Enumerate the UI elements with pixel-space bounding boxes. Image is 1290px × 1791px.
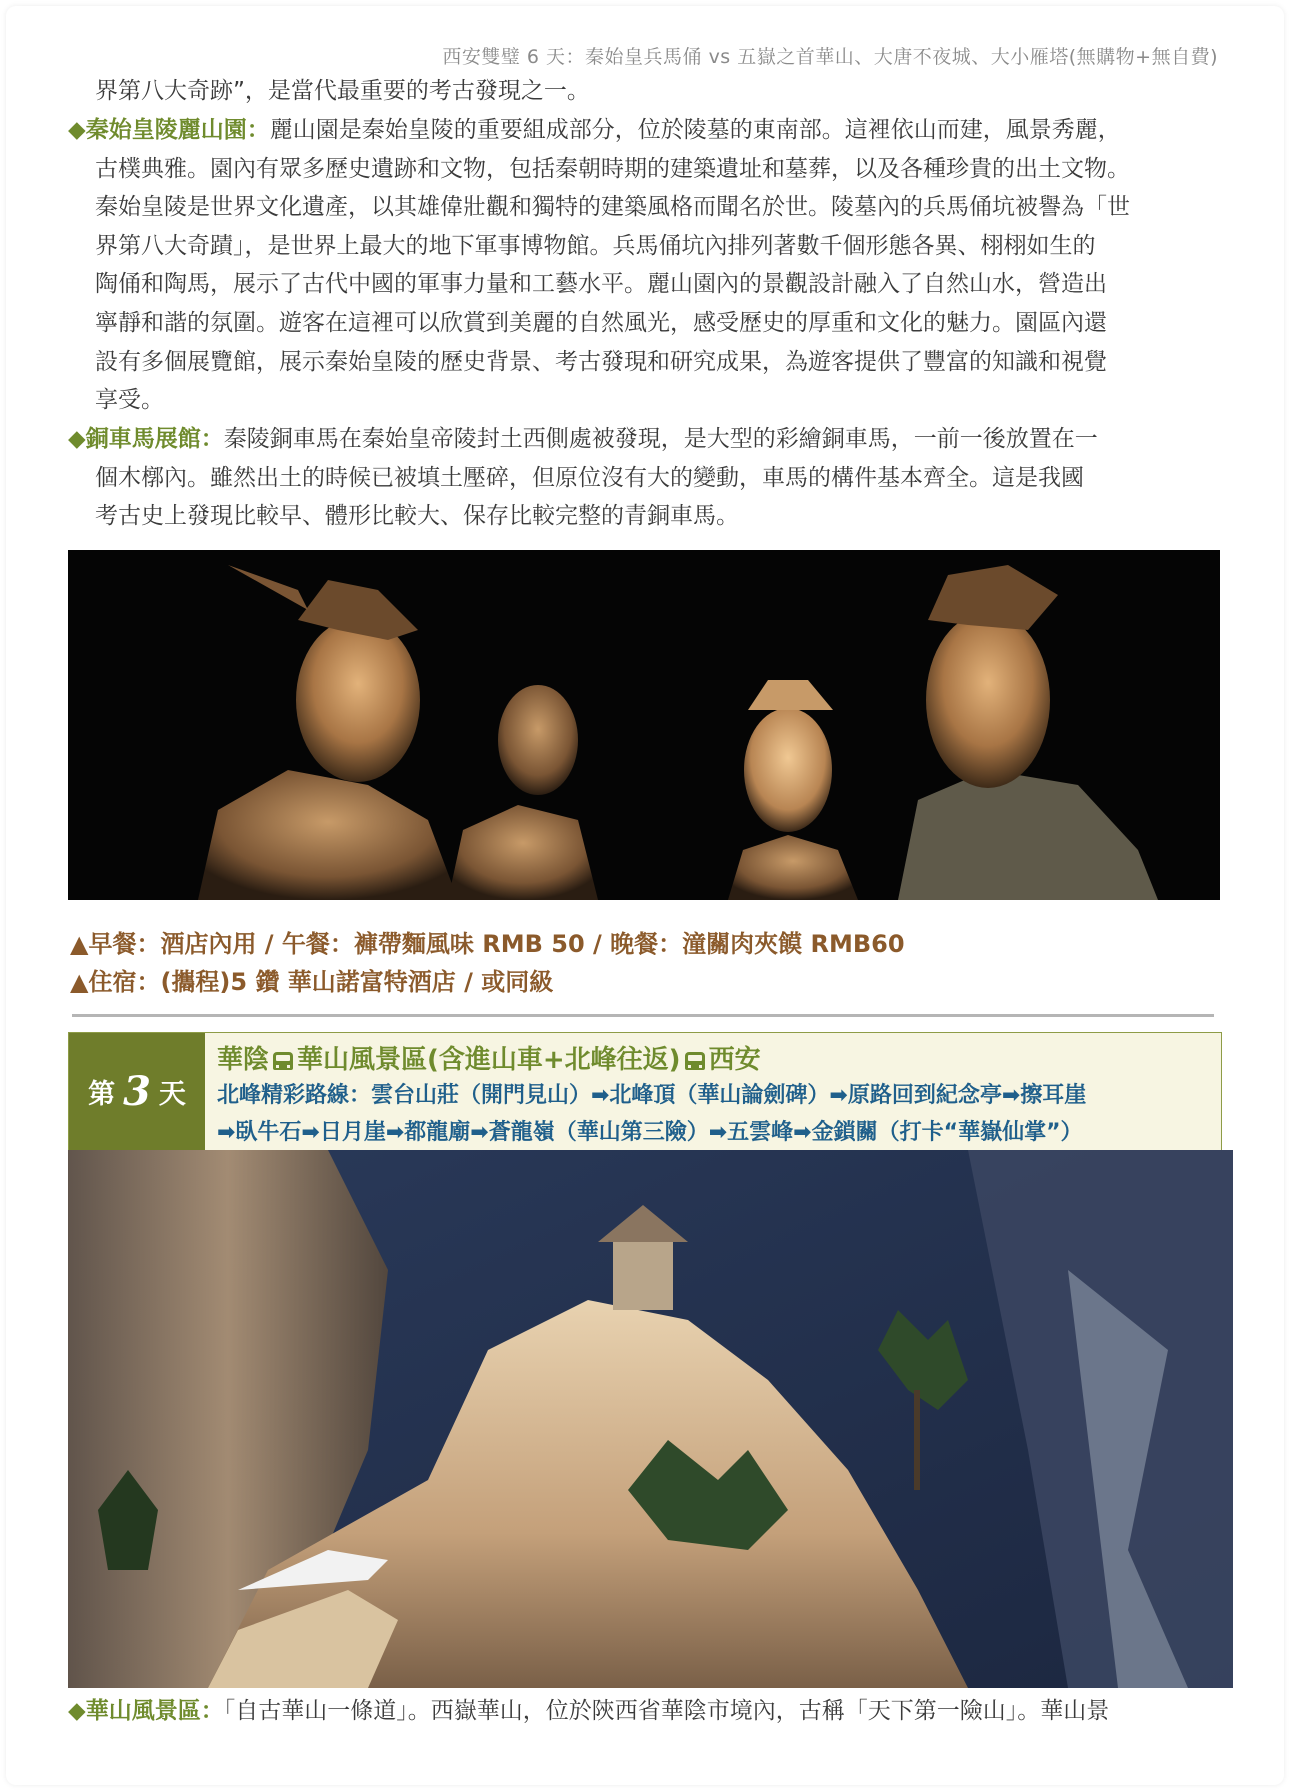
bus-icon xyxy=(273,1052,293,1070)
day-number: 3 xyxy=(123,1068,151,1115)
diamond-bullet-icon: ◆ xyxy=(68,117,86,143)
huashan-north-peak-photo xyxy=(68,1150,1233,1688)
section-term: 華山風景區： xyxy=(85,1698,224,1724)
section-line: 麗山園是秦始皇陵的重要組成部分，位於陵墓的東南部。這裡依山而建，風景秀麗， xyxy=(269,117,1121,143)
section-line: 秦始皇陵是世界文化遺產，以其雄偉壯觀和獨特的建築風格而聞名於世。陵墓內的兵馬俑坑被譽為「世 xyxy=(95,194,1130,221)
section-bronze-chariot xyxy=(68,420,1228,536)
day-3-header xyxy=(68,1032,1222,1151)
section-line: 個木槨內。雖然出土的時候已被填土壓碎，但原位沒有大的變動，車馬的構件基本齊全。這是我國 xyxy=(95,464,1084,491)
intro-line xyxy=(68,72,1255,111)
lodging-line: ▲住宿：(攜程)5 鑽 華山諾富特酒店 / 或同級 xyxy=(70,968,554,996)
section-line: 古樸典雅。園內有眾多歷史遺跡和文物，包括秦朝時期的建築遺址和墓葬，以及各種珍貴的出土文物。 xyxy=(95,155,1130,182)
route-line: ➡臥牛石➡日月崖➡都龍廟➡蒼龍嶺（華山第三險）➡五雲峰➡金鎖關（打卡“華嶽仙掌”） xyxy=(217,1120,1083,1145)
day-route xyxy=(217,1077,1217,1151)
terracotta-warriors-photo xyxy=(68,550,1220,900)
section-lishan-garden xyxy=(68,111,1228,420)
bus-icon xyxy=(685,1052,705,1070)
section-line: 寧靜和諧的氛圍。遊客在這裡可以欣賞到美麗的自然風光，感受歷史的厚重和文化的魅力。園區內還 xyxy=(95,309,1107,336)
route-line: 北峰精彩路線：雲台山莊（開門見山）➡北峰頂（華山論劍碑）➡原路回到紀念亭➡擦耳崖 xyxy=(217,1083,1087,1108)
day-title-return: 西安 xyxy=(708,1045,761,1075)
intro-text: 界第八大奇跡”，是當代最重要的考古發現之一。 xyxy=(95,78,590,104)
section-line: 陶俑和陶馬，展示了古代中國的軍事力量和工藝水平。麗山園內的景觀設計融入了自然山水，營造出 xyxy=(95,271,1107,298)
diamond-bullet-icon: ◆ xyxy=(68,426,86,452)
diamond-bullet-icon: ◆ xyxy=(68,1698,86,1724)
day-prefix: 第 xyxy=(88,1079,116,1110)
section-huashan-scenic xyxy=(68,1692,1228,1731)
day-title-destination: 華山風景區(含進山車+北峰往返) xyxy=(297,1045,681,1075)
meals-line: ▲早餐：酒店內用 / 午餐：褲帶麵風味 RMB 50 / 晚餐：潼關肉夾饃 RMB60 xyxy=(70,930,905,958)
section-line: 設有多個展覽館，展示秦始皇陵的歷史背景、考古發現和研究成果，為遊客提供了豐富的知識和視覺 xyxy=(95,348,1107,375)
day-title-origin: 華陰 xyxy=(217,1045,270,1075)
section-line: 享受。 xyxy=(95,387,164,414)
section-line: 考古史上發現比較早、體形比較大、保存比較完整的青銅車馬。 xyxy=(95,503,739,530)
page-header-title: 西安雙璧 6 天：秦始皇兵馬俑 vs 五嶽之首華山、大唐不夜城、大小雁塔(無購物+無自費) xyxy=(442,46,1218,68)
section-term: 銅車馬展館： xyxy=(85,426,224,452)
day-tag xyxy=(69,1033,205,1150)
section-line: 秦陵銅車馬在秦始皇帝陵封土西側處被發現，是大型的彩繪銅車馬，一前一後放置在一 xyxy=(223,426,1098,452)
section-line: 「自古華山一條道」。西嶽華山，位於陝西省華陰市境內，古稱「天下第一險山」。華山景 xyxy=(223,1698,1110,1724)
divider xyxy=(72,1014,1214,1017)
day-title xyxy=(217,1039,761,1076)
day-suffix: 天 xyxy=(158,1079,186,1110)
section-line: 界第八大奇蹟」，是世界上最大的地下軍事博物館。兵馬俑坑內排列著數千個形態各異、栩栩如生的 xyxy=(95,232,1096,259)
section-term: 秦始皇陵麗山園： xyxy=(85,117,270,143)
